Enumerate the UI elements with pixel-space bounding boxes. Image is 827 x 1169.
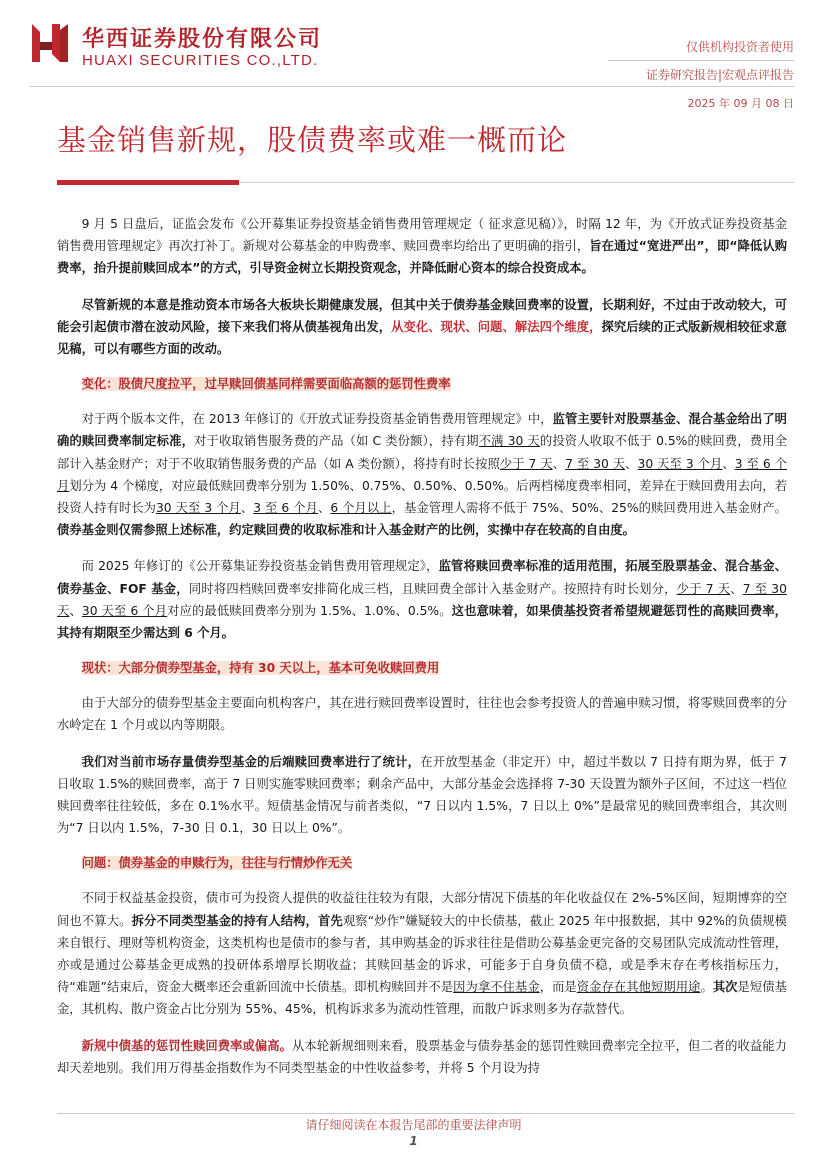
section-heading-change: 变化：股债尺度拉平，过早赎回债基同样需要面临高额的惩罚性费率 [81, 377, 451, 392]
paragraph-2025-rules: 而 2025 年修订的《公开募集证券投资基金销售费用管理规定》，监管将赎回费率标准的适用范围，拓展至股票基金、混合基金、债券基金、FOF 基金，同时将四档赎回费率安排简化成三档，且赎回费全部计入基金财产。按照持有时长划分，少于 7 天、7 至 30 天、30 天至 6 个月对应的最低赎回费率分别为 1.5%、1.0%、0.5%。这也意味着，如果债基投资者希望规避惩罚性的高赎回费率，其持有期限至少需达到 6 个月。 [57, 559, 787, 641]
section-heading-status: 现状：大部分债券型基金，持有 30 天以上，基本可免收赎回费用 [81, 661, 440, 676]
header-divider [608, 60, 794, 61]
report-title: 基金销售新规，股债费率或难一概而论 [57, 123, 568, 157]
usage-note: 仅供机构投资者使用 [685, 40, 794, 54]
paragraph-problem: 不同于权益基金投资，债市可为投资人提供的收益往往较为有限，大部分情况下债基的年化收益仅在 2%-5%区间，短期博弈的空间也不算大。拆分不同类型基金的持有人结构，首先观察“炒作”嫌疑较大的中长债基，截止 2025 年中报数据，其中 92%的负债规模来自银行、理财等机构资金，这类机构也是债市的参与者，其申购基金的诉求往往是借助公募基金更完备的交易团队完成流动性管理，亦或是通过公募基金更成熟的投研体系增厚长期收益；其赎回基金的诉求，可能多于自身负债不稳，或是季末存在考核指标压力，待“难题”结束后，资金大概率还会重新回流中长债基。即机构赎回并不是因为拿不住基金，而是资金存在其他短期用途。其次是短债基金，其机构、散户资金占比分别为 55%、45%，机构诉求多为流动性管理，而散户诉求则多为存款替代。 [57, 891, 787, 1017]
footer-divider [57, 1113, 794, 1114]
report-body [57, 213, 787, 1093]
paragraph-penalty: 新规中债基的惩罚性赎回费率或偏高。从本轮新规细则来看，股票基金与债券基金的惩罚性赎回费率完全拉平，但二者的收益能力却天差地别。我们用万得基金指数作为不同类型基金的中性收益参考，并将 5 个月设为持 [57, 1038, 787, 1075]
report-date: 2025 年 09 月 08 日 [687, 97, 794, 110]
title-rule [239, 182, 794, 183]
paragraph-overview: 尽管新规的本意是推动资本市场各大板块长期健康发展，但其中关于债券基金赎回费率的设置，长期利好，不过由于改动较大，可能会引起债市潜在波动风险，接下来我们将从债基视角出发，从变化、现状、问题、解法四个维度，探究后续的正式版新规相较征求意见稿，可以有哪些方面的改动。 [57, 297, 787, 357]
company-name-cn: 华西证券股份有限公司 [82, 26, 323, 52]
report-type: 证券研究报告|宏观点评报告 [645, 68, 794, 82]
paragraph-intro: 9 月 5 日盘后，证监会发布《公开募集证券投资基金销售费用管理规定（ 征求意见稿）》，时隔 12 年，为《开放式证券投资基金销售费用管理规定》再次打补丁。新规对公募基金的申购费率、赎回费率均给出了更明确的指引，旨在通过“宽进严出”，即“降低认购费率，抬升提前赎回成本”的方式，引导资金树立长期投资观念，并降低耐心资本的综合投资成本。 [57, 217, 787, 276]
legal-disclaimer: 请仔细阅读在本报告尾部的重要法律声明 [305, 1118, 522, 1132]
page-number: 1 [409, 1134, 418, 1148]
paragraph-2013-rules: 对于两个版本文件，在 2013 年修订的《开放式证券投资基金销售费用管理规定》中，监管主要针对股票基金、混合基金给出了明确的赎回费率制定标准，对于收取销售服务费的产品（如 C 类份额），持有期不满 30 天的投资人收取不低于 0.5%的赎回费，费用全部计入基金财产；对于不收取销售服务费的产品（如 A 类份额），将持有时长按照少于 7 天、7 至 30 天、30 天至 3 个月、3 至 6 个月划分为 4 个梯度，对应最低赎回费率分别为 1.50%、0.75%、0.50%、0.50%。后两档梯度费率相同，差异在于赎回费用去向，若投资人持有时长为30 天至 3 个月、3 至 6 个月、6 个月以上，基金管理人需将不低于 75%、50%、25%的赎回费用进入基金财产。债券基金则仅需参照上述标准，约定赎回费的收取标准和计入基金财产的比例，实操中存在较高的自由度。 [57, 412, 787, 538]
company-name-en: HUAXI SECURITIES CO.,LTD. [82, 52, 319, 69]
title-accent-bar [57, 180, 239, 185]
paragraph-status-1: 由于大部分的债券型基金主要面向机构客户，其在进行赎回费率设置时，往往也会参考投资人的普遍申赎习惯，将零赎回费率的分水岭定在 1 个月或以内等期限。 [57, 696, 787, 733]
huaxi-logo-icon [30, 22, 70, 64]
header-divider-full [30, 86, 794, 87]
section-heading-problem: 问题：债券基金的申赎行为，往往与行情炒作无关 [81, 856, 353, 871]
paragraph-status-2: 我们对当前市场存量债券型基金的后端赎回费率进行了统计，在开放型基金（非定开）中，超过半数以 7 日持有期为界，低于 7 日收取 1.5%的赎回费率，高于 7 日则实施零赎回费率；剩余产品中，大部分基金会选择将 7-30 天设置为额外子区间，不过这一档位赎回费率往往较低，多在 0.1%水平。短债基金情况与前者类似，“7 日以内 1.5%，7 日以上 0%”是最常见的赎回费率组合，其次则为“7 日以内 1.5%，7-30 日 0.1，30 日以上 0%”。 [57, 754, 787, 836]
